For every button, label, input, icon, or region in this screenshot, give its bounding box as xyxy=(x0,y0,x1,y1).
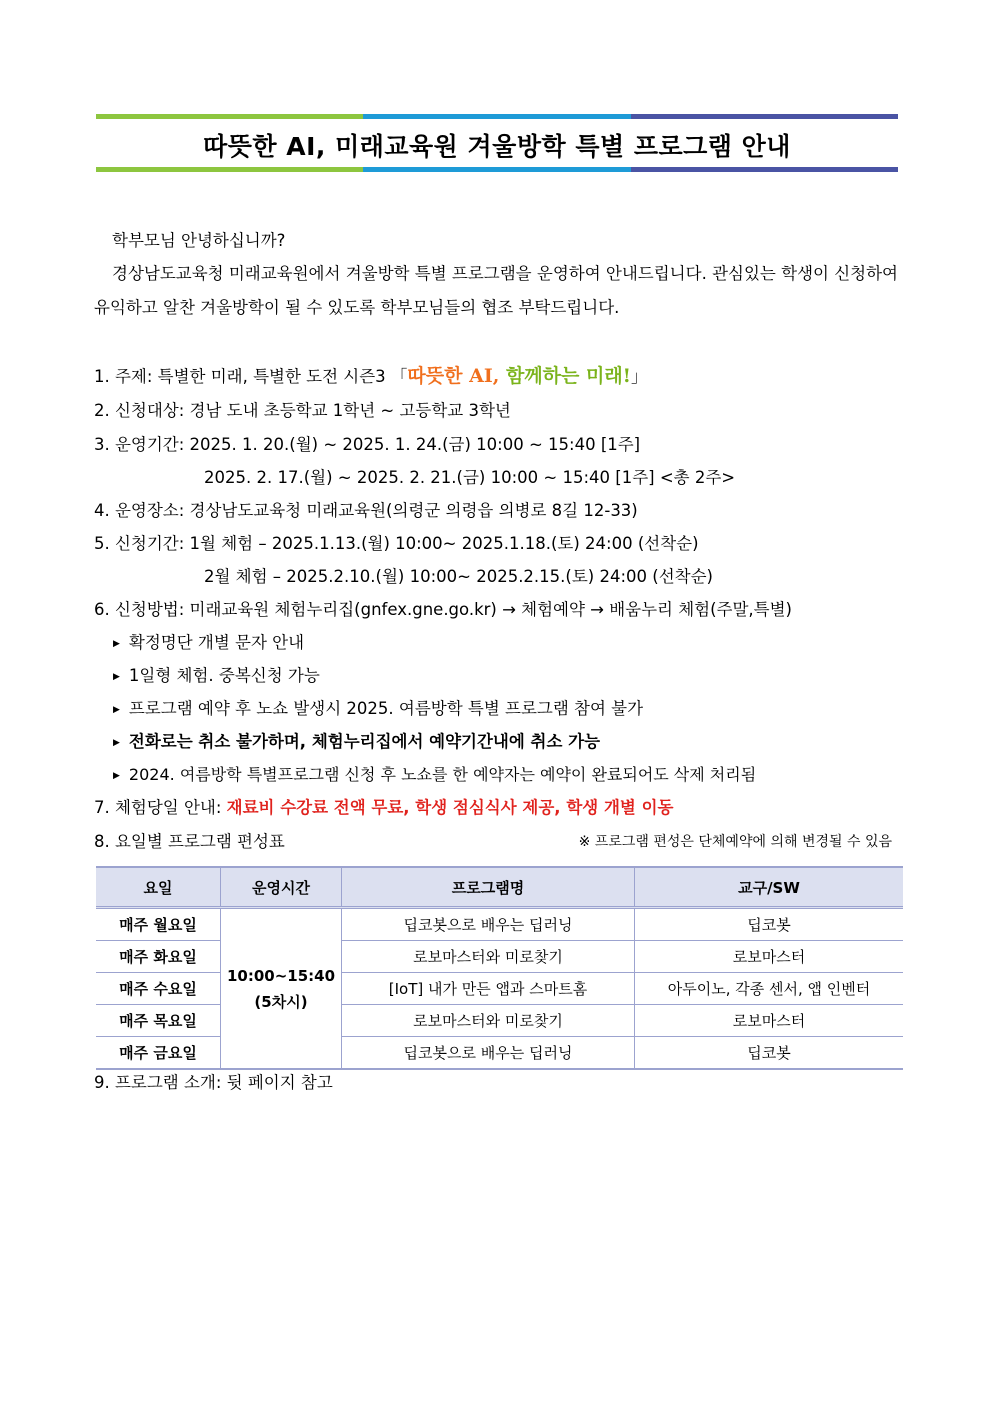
cell-program: 딥코봇으로 배우는 딥러닝 xyxy=(342,908,635,941)
table-row xyxy=(96,941,903,973)
table-row xyxy=(96,1037,903,1070)
theme-label: 1. 주제: 특별한 미래, 특별한 도전 시즌3 「 xyxy=(94,367,408,386)
schedule-note: ※ 프로그램 편성은 단체예약에 의해 변경될 수 있음 xyxy=(578,834,892,850)
table-header-row xyxy=(96,867,903,908)
schedule-table xyxy=(96,866,903,1070)
item-schedule: 8. 요일별 프로그램 편성표 xyxy=(94,832,285,851)
bullet-item: ▶ 확정명단 개별 문자 안내 xyxy=(113,633,305,652)
item-day-info xyxy=(94,792,673,824)
triangle-bullet-icon: ▶ xyxy=(113,672,120,682)
cell-tool: 딥코봇 xyxy=(635,908,904,941)
cell-tool: 딥코봇 xyxy=(635,1037,904,1070)
item-theme xyxy=(94,360,648,393)
cell-tool: 아두이노, 각종 센서, 앱 인벤터 xyxy=(635,973,904,1005)
bullet-item: ▶ 1일형 체험. 중복신청 가능 xyxy=(113,666,320,685)
item-period-1: 3. 운영기간: 2025. 1. 20.(월) ~ 2025. 1. 24.(금) 10:00 ~ 15:40 [1주] xyxy=(94,435,641,454)
triangle-bullet-icon: ▶ xyxy=(113,705,120,715)
title-top-bar xyxy=(96,114,898,119)
intro-paragraph: 경상남도교육청 미래교육원에서 겨울방학 특별 프로그램을 운영하여 안내드립니다. 관심있는 학생이 신청하여 유익하고 알찬 겨울방학이 될 수 있도록 학부모님들의 협조 부탁드립니다. xyxy=(94,264,898,317)
item-apply-2: 2월 체험 – 2025.2.10.(월) 10:00~ 2025.2.15.(토) 24:00 (선착순) xyxy=(204,567,713,586)
header-program: 프로그램명 xyxy=(342,867,635,908)
cell-tool: 로보마스터 xyxy=(635,1005,904,1037)
bullet-item: ▶ 프로그램 예약 후 노쇼 발생시 2025. 여름방학 특별 프로그램 참여 불가 xyxy=(113,699,644,718)
cell-program: 딥코봇으로 배우는 딥러닝 xyxy=(342,1037,635,1070)
triangle-bullet-icon: ▶ xyxy=(113,738,120,748)
day-info-label: 7. 체험당일 안내: xyxy=(94,798,227,817)
cell-program: 로보마스터와 미로찾기 xyxy=(342,1005,635,1037)
item-period-2: 2025. 2. 17.(월) ~ 2025. 2. 21.(금) 10:00 ~ 15:40 [1주] <총 2주> xyxy=(204,468,736,487)
header-tool: 교구/SW xyxy=(635,867,904,908)
table-row xyxy=(96,1005,903,1037)
day-info-highlight: 재료비 수강료 전액 무료, 학생 점심식사 제공, 학생 개별 이동 xyxy=(226,798,674,817)
greeting: 학부모님 안녕하십니까? xyxy=(112,231,286,250)
bullet-item-cancel: ▶ 전화로는 취소 불가하며, 체험누리집에서 예약기간내에 취소 가능 xyxy=(113,732,601,751)
triangle-bullet-icon: ▶ xyxy=(113,771,120,781)
title-banner xyxy=(96,114,898,174)
header-time: 운영시간 xyxy=(221,867,342,908)
item-place: 4. 운영장소: 경상남도교육청 미래교육원(의령군 의령읍 의병로 8길 12-33) xyxy=(94,501,638,520)
cell-day: 매주 월요일 xyxy=(96,908,221,941)
triangle-bullet-icon: ▶ xyxy=(113,639,120,649)
cell-program: 로보마스터와 미로찾기 xyxy=(342,941,635,973)
cell-tool: 로보마스터 xyxy=(635,941,904,973)
title-bottom-bar xyxy=(96,167,898,172)
cell-day: 매주 수요일 xyxy=(96,973,221,1005)
cell-day: 매주 목요일 xyxy=(96,1005,221,1037)
cell-time: 10:00~15:40 (5차시) xyxy=(221,908,342,1070)
theme-slogan-b: 함께하는 미래! xyxy=(499,365,632,387)
bullet-item: ▶ 2024. 여름방학 특별프로그램 신청 후 노쇼를 한 예약자는 예약이 완료되어도 삭제 처리됨 xyxy=(113,765,757,784)
cell-program: [IoT] 내가 만든 앱과 스마트홈 xyxy=(342,973,635,1005)
cell-day: 매주 금요일 xyxy=(96,1037,221,1070)
item-program-intro: 9. 프로그램 소개: 뒷 페이지 참고 xyxy=(94,1073,333,1092)
table-row xyxy=(96,973,903,1005)
page-title: 따뜻한 AI, 미래교육원 겨울방학 특별 프로그램 안내 xyxy=(203,132,791,161)
theme-slogan-a: 따뜻한 AI, xyxy=(407,365,500,387)
cell-day: 매주 화요일 xyxy=(96,941,221,973)
item-target: 2. 신청대상: 경남 도내 초등학교 1학년 ~ 고등학교 3학년 xyxy=(94,401,511,420)
item-apply-1: 5. 신청기간: 1월 체험 – 2025.1.13.(월) 10:00~ 2025.1.18.(토) 24:00 (선착순) xyxy=(94,534,699,553)
table-row xyxy=(96,908,903,941)
header-day: 요일 xyxy=(96,867,221,908)
theme-close: 」 xyxy=(631,367,648,386)
item-method: 6. 신청방법: 미래교육원 체험누리집(gnfex.gne.go.kr) → 체험예약 → 배움누리 체험(주말,특별) xyxy=(94,600,792,619)
